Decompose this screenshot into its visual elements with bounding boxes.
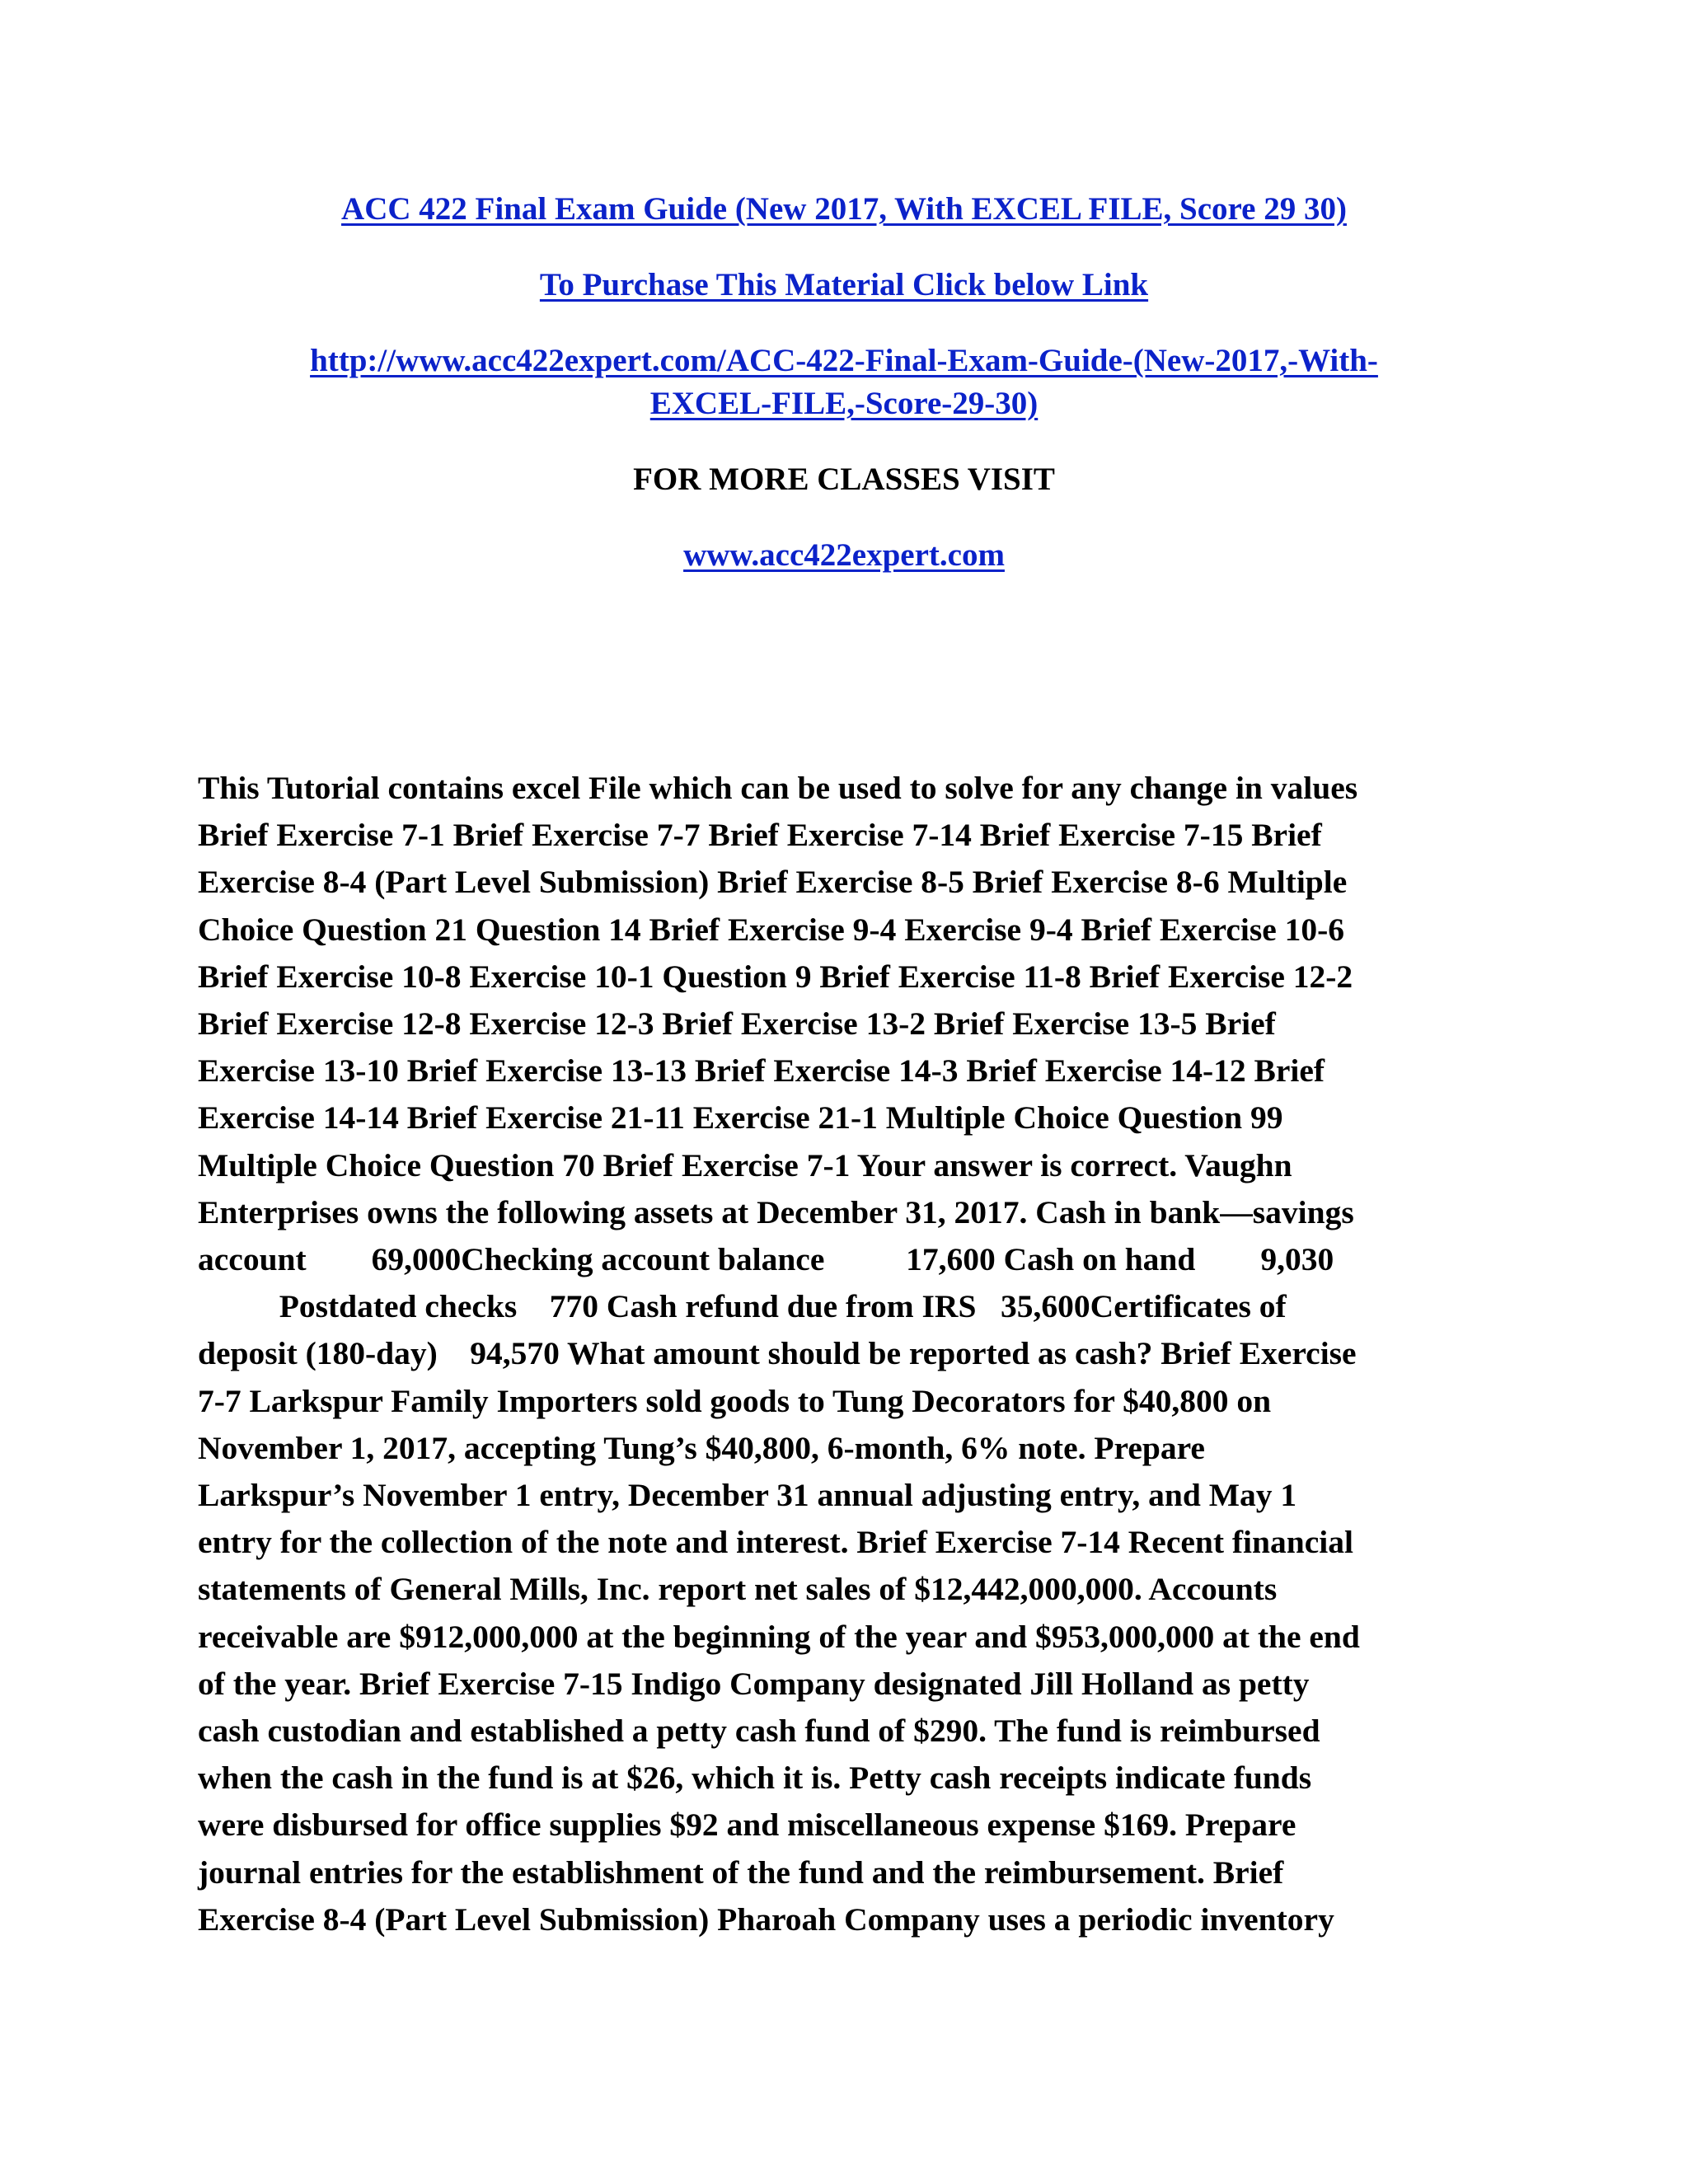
body-line: journal entries for the establishment of the fund and the reimbursement. Brief xyxy=(198,1854,1284,1891)
body-line: statements of General Mills, Inc. report net sales of $12,442,000,000. Accounts xyxy=(198,1571,1278,1608)
body-line: Exercise 14-14 Brief Exercise 21-11 Exercise 21-1 Multiple Choice Question 99 xyxy=(198,1099,1283,1137)
body-line: This Tutorial contains excel File which can be used to solve for any change in values xyxy=(198,770,1358,806)
body-line: Larkspur’s November 1 entry, December 31 annual adjusting entry, and May 1 xyxy=(198,1477,1297,1514)
body-line: of the year. Brief Exercise 7-15 Indigo Company designated Jill Holland as petty xyxy=(198,1665,1310,1702)
body-line: Brief Exercise 10-8 Exercise 10-1 Question 9 Brief Exercise 11-8 Brief Exercise 12-2 xyxy=(198,958,1353,995)
body-line: when the cash in the fund is at $26, which it is. Petty cash receipts indicate funds xyxy=(198,1760,1312,1797)
site-line xyxy=(239,534,1449,577)
body-line: entry for the collection of the note and interest. Brief Exercise 7-14 Recent financial xyxy=(198,1524,1353,1561)
body-paragraph xyxy=(198,765,1489,1943)
site-link[interactable]: www.acc422expert.com xyxy=(683,537,1005,573)
url-line xyxy=(239,340,1449,425)
body-line: Multiple Choice Question 70 Brief Exercise 7-1 Your answer is correct. Vaughn xyxy=(198,1146,1292,1183)
body-line: 7-7 Larkspur Family Importers sold goods to Tung Decorators for $40,800 on xyxy=(198,1382,1272,1419)
body-line: Exercise 8-4 (Part Level Submission) Pharoah Company uses a periodic inventory xyxy=(198,1900,1334,1938)
body-line: Brief Exercise 7-1 Brief Exercise 7-7 Brief Exercise 7-14 Brief Exercise 7-15 Brief xyxy=(198,817,1322,854)
body-line: Choice Question 21 Question 14 Brief Exercise 9-4 Exercise 9-4 Brief Exercise 10-6 xyxy=(198,911,1345,948)
body-line: Exercise 13-10 Brief Exercise 13-13 Brief Exercise 14-3 Brief Exercise 14-12 Brief xyxy=(198,1052,1325,1090)
body-line: Enterprises owns the following assets at December 31, 2017. Cash in bank—savings xyxy=(198,1193,1354,1230)
purchase-link[interactable]: To Purchase This Material Click below Link xyxy=(539,267,1149,302)
body-line: Exercise 8-4 (Part Level Submission) Brief Exercise 8-5 Brief Exercise 8-6 Multiple xyxy=(198,864,1348,901)
body-line: November 1, 2017, accepting Tung’s $40,800, 6-month, 6% note. Prepare xyxy=(198,1429,1205,1466)
title-line xyxy=(239,188,1449,231)
purchase-url-link-part1[interactable]: http://www.acc422expert.com/ACC-422-Final-Exam-Guide-(New-2017,-With- xyxy=(310,343,1378,378)
body-line: deposit (180-day) 94,570 What amount should be reported as cash? Brief Exercise xyxy=(198,1335,1357,1372)
body-line: receivable are $912,000,000 at the beginning of the year and $953,000,000 at the end xyxy=(198,1618,1360,1655)
body-line: Postdated checks 770 Cash refund due from IRS 35,600Certificates of xyxy=(198,1288,1287,1325)
purchase-url-link-part2[interactable]: EXCEL-FILE,-Score-29-30) xyxy=(649,386,1039,421)
more-classes-heading: FOR MORE CLASSES VISIT xyxy=(633,462,1055,497)
document-header xyxy=(239,188,1449,610)
purchase-line xyxy=(239,264,1449,307)
body-line: cash custodian and established a petty cash fund of $290. The fund is reimbursed xyxy=(198,1713,1320,1750)
body-line: were disbursed for office supplies $92 and miscellaneous expense $169. Prepare xyxy=(198,1807,1296,1844)
body-line: Brief Exercise 12-8 Exercise 12-3 Brief Exercise 13-2 Brief Exercise 13-5 Brief xyxy=(198,1005,1276,1043)
title-link[interactable]: ACC 422 Final Exam Guide (New 2017, With EXCEL FILE, Score 29 30) xyxy=(341,191,1347,227)
body-line: account 69,000Checking account balance 17,600 Cash on hand 9,030 xyxy=(198,1241,1334,1278)
